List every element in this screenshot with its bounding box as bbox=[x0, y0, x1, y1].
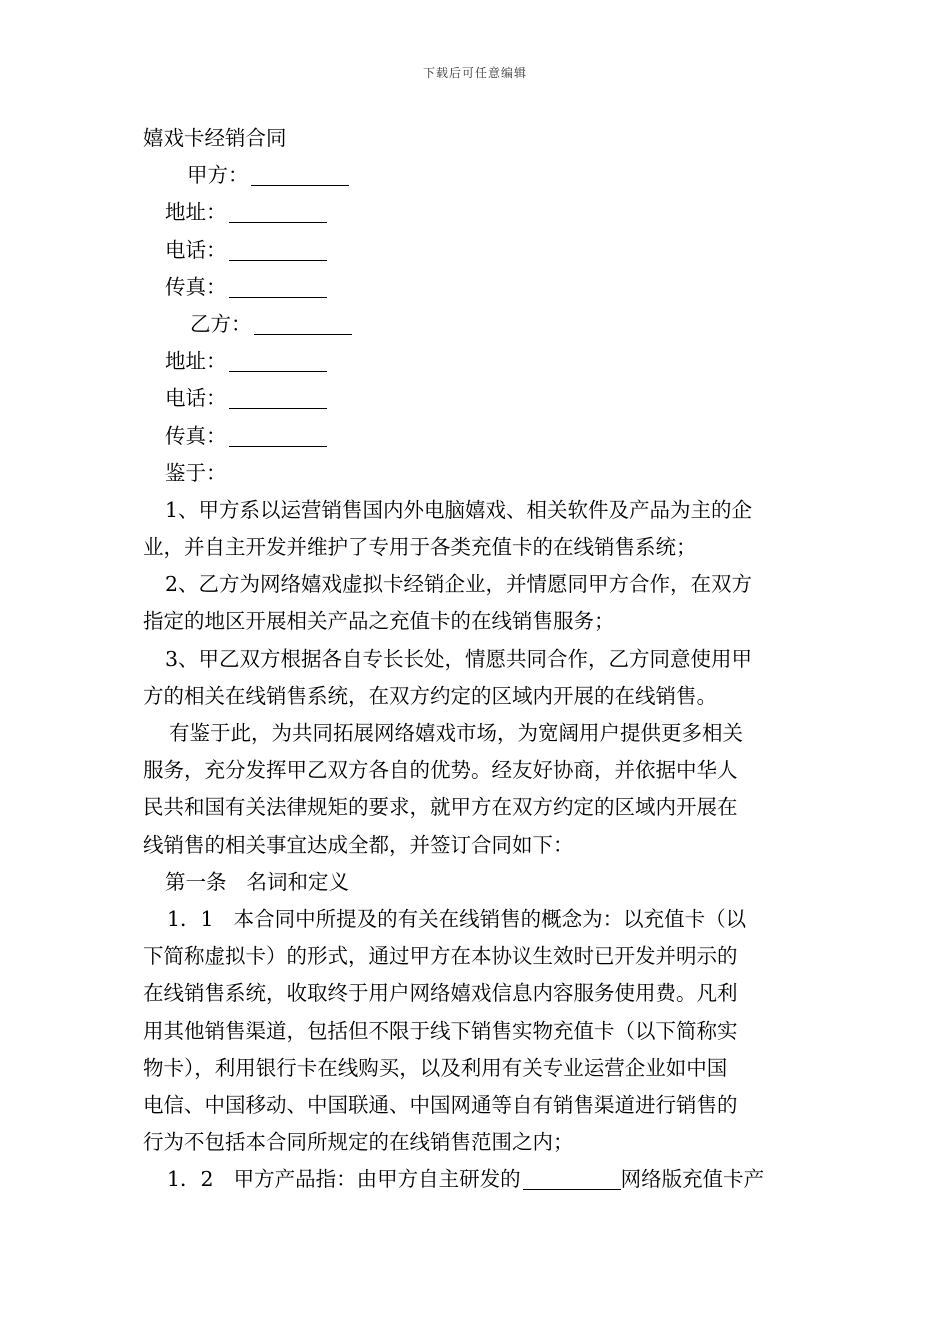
preamble-line-3: 民共和国有关法律规矩的要求，就甲方在双方约定的区域内开展在 bbox=[143, 795, 738, 820]
party-b-phone-row bbox=[143, 380, 807, 417]
party-b-phone-label: 电话： bbox=[165, 386, 227, 411]
recital-1-line-1: 1、甲方系以运营销售国内外电脑嬉戏、相关软件及产品为主的企 bbox=[165, 497, 753, 522]
preamble-line-4: 线销售的相关事宜达成全都，并签订合同如下： bbox=[143, 832, 574, 857]
contract-title: 嬉戏卡经销合同 bbox=[143, 126, 287, 150]
party-b-fax-blank bbox=[229, 424, 327, 447]
party-b-fax-label: 传真： bbox=[165, 423, 227, 448]
clause-1-2-text-after: 网络版充值卡产 bbox=[620, 1167, 765, 1192]
recital-2-line-1: 2、乙方为网络嬉戏虚拟卡经销企业，并情愿同甲方合作，在双方 bbox=[165, 572, 753, 597]
clause-1-1-line-6: 电信、中国移动、中国联通、中国网通等自有销售渠道进行销售的 bbox=[143, 1092, 738, 1117]
whereas-label: 鉴于： bbox=[165, 460, 227, 485]
clause-1-1-line-3: 在线销售系统，收取终于用户网络嬉戏信息内容服务使用费。凡利 bbox=[143, 981, 738, 1006]
recital-2-line-2: 指定的地区开展相关产品之充值卡的在线销售服务； bbox=[143, 609, 615, 634]
party-a-phone-row bbox=[143, 232, 807, 269]
recital-3-line-1: 3、甲乙双方根据各自专长长处，情愿共同合作，乙方同意使用甲 bbox=[165, 646, 753, 671]
article-1-heading bbox=[143, 864, 807, 901]
clause-1-1-line-7: 行为不包括本合同所规定的在线销售范围之内； bbox=[143, 1130, 574, 1155]
clause-1-1-line-2: 下简称虚拟卡）的形式，通过甲方在本协议生效时已开发并明示的 bbox=[143, 944, 738, 969]
party-a-name-blank bbox=[251, 163, 349, 186]
party-b-name-row bbox=[143, 306, 807, 343]
clause-1-1-line-1 bbox=[143, 901, 807, 938]
party-a-phone-blank bbox=[229, 238, 327, 261]
clause-1-1-text-1: 本合同中所提及的有关在线销售的概念为：以充值卡（以 bbox=[233, 906, 747, 931]
clause-1-2-number: 1．2 bbox=[167, 1167, 214, 1192]
party-a-fax-blank bbox=[229, 275, 327, 298]
clause-1-2-product-blank bbox=[523, 1167, 621, 1190]
recital-1-line-2: 业，并自主开发并维护了专用于各类充值卡的在线销售系统； bbox=[143, 535, 697, 560]
party-a-phone-label: 电话： bbox=[165, 237, 227, 262]
clause-1-1-number: 1．1 bbox=[167, 906, 214, 931]
party-a-name-row bbox=[143, 157, 807, 194]
recital-3-line-2: 方的相关在线销售系统，在双方约定的区域内开展的在线销售。 bbox=[143, 683, 717, 708]
party-b-address-blank bbox=[229, 349, 327, 372]
page-header-watermark: 下载后可任意编辑 bbox=[422, 66, 527, 80]
party-b-phone-blank bbox=[229, 386, 327, 409]
party-a-fax-label: 传真： bbox=[165, 274, 227, 299]
clause-1-2-text-before: 甲方产品指：由甲方自主研发的 bbox=[233, 1167, 521, 1192]
clause-1-1-line-4: 用其他销售渠道，包括但不限于线下销售实物充值卡（以下简称实 bbox=[143, 1018, 738, 1043]
party-a-address-row bbox=[143, 194, 807, 231]
preamble-line-2: 服务，充分发挥甲乙双方各自的优势。经友好协商，并依据中华人 bbox=[143, 758, 738, 783]
party-b-name-blank bbox=[254, 312, 352, 335]
party-a-name-label: 甲方： bbox=[187, 163, 249, 188]
party-a-fax-row bbox=[143, 269, 807, 306]
party-b-fax-row bbox=[143, 418, 807, 455]
article-1-number: 第一条 bbox=[165, 869, 227, 894]
party-b-name-label: 乙方： bbox=[190, 311, 252, 336]
party-b-address-label: 地址： bbox=[165, 349, 227, 374]
clause-1-2-line-1 bbox=[143, 1161, 807, 1198]
party-a-address-blank bbox=[229, 200, 327, 223]
preamble-line-1: 有鉴于此，为共同拓展网络嬉戏市场，为宽阔用户提供更多相关 bbox=[169, 721, 743, 745]
party-a-address-label: 地址： bbox=[165, 200, 227, 225]
clause-1-1-line-5: 物卡），利用银行卡在线购买，以及利用有关专业运营企业如中国 bbox=[143, 1055, 728, 1080]
article-1-title: 名词和定义 bbox=[246, 869, 349, 894]
contract-body bbox=[143, 120, 807, 1198]
party-b-address-row bbox=[143, 343, 807, 380]
